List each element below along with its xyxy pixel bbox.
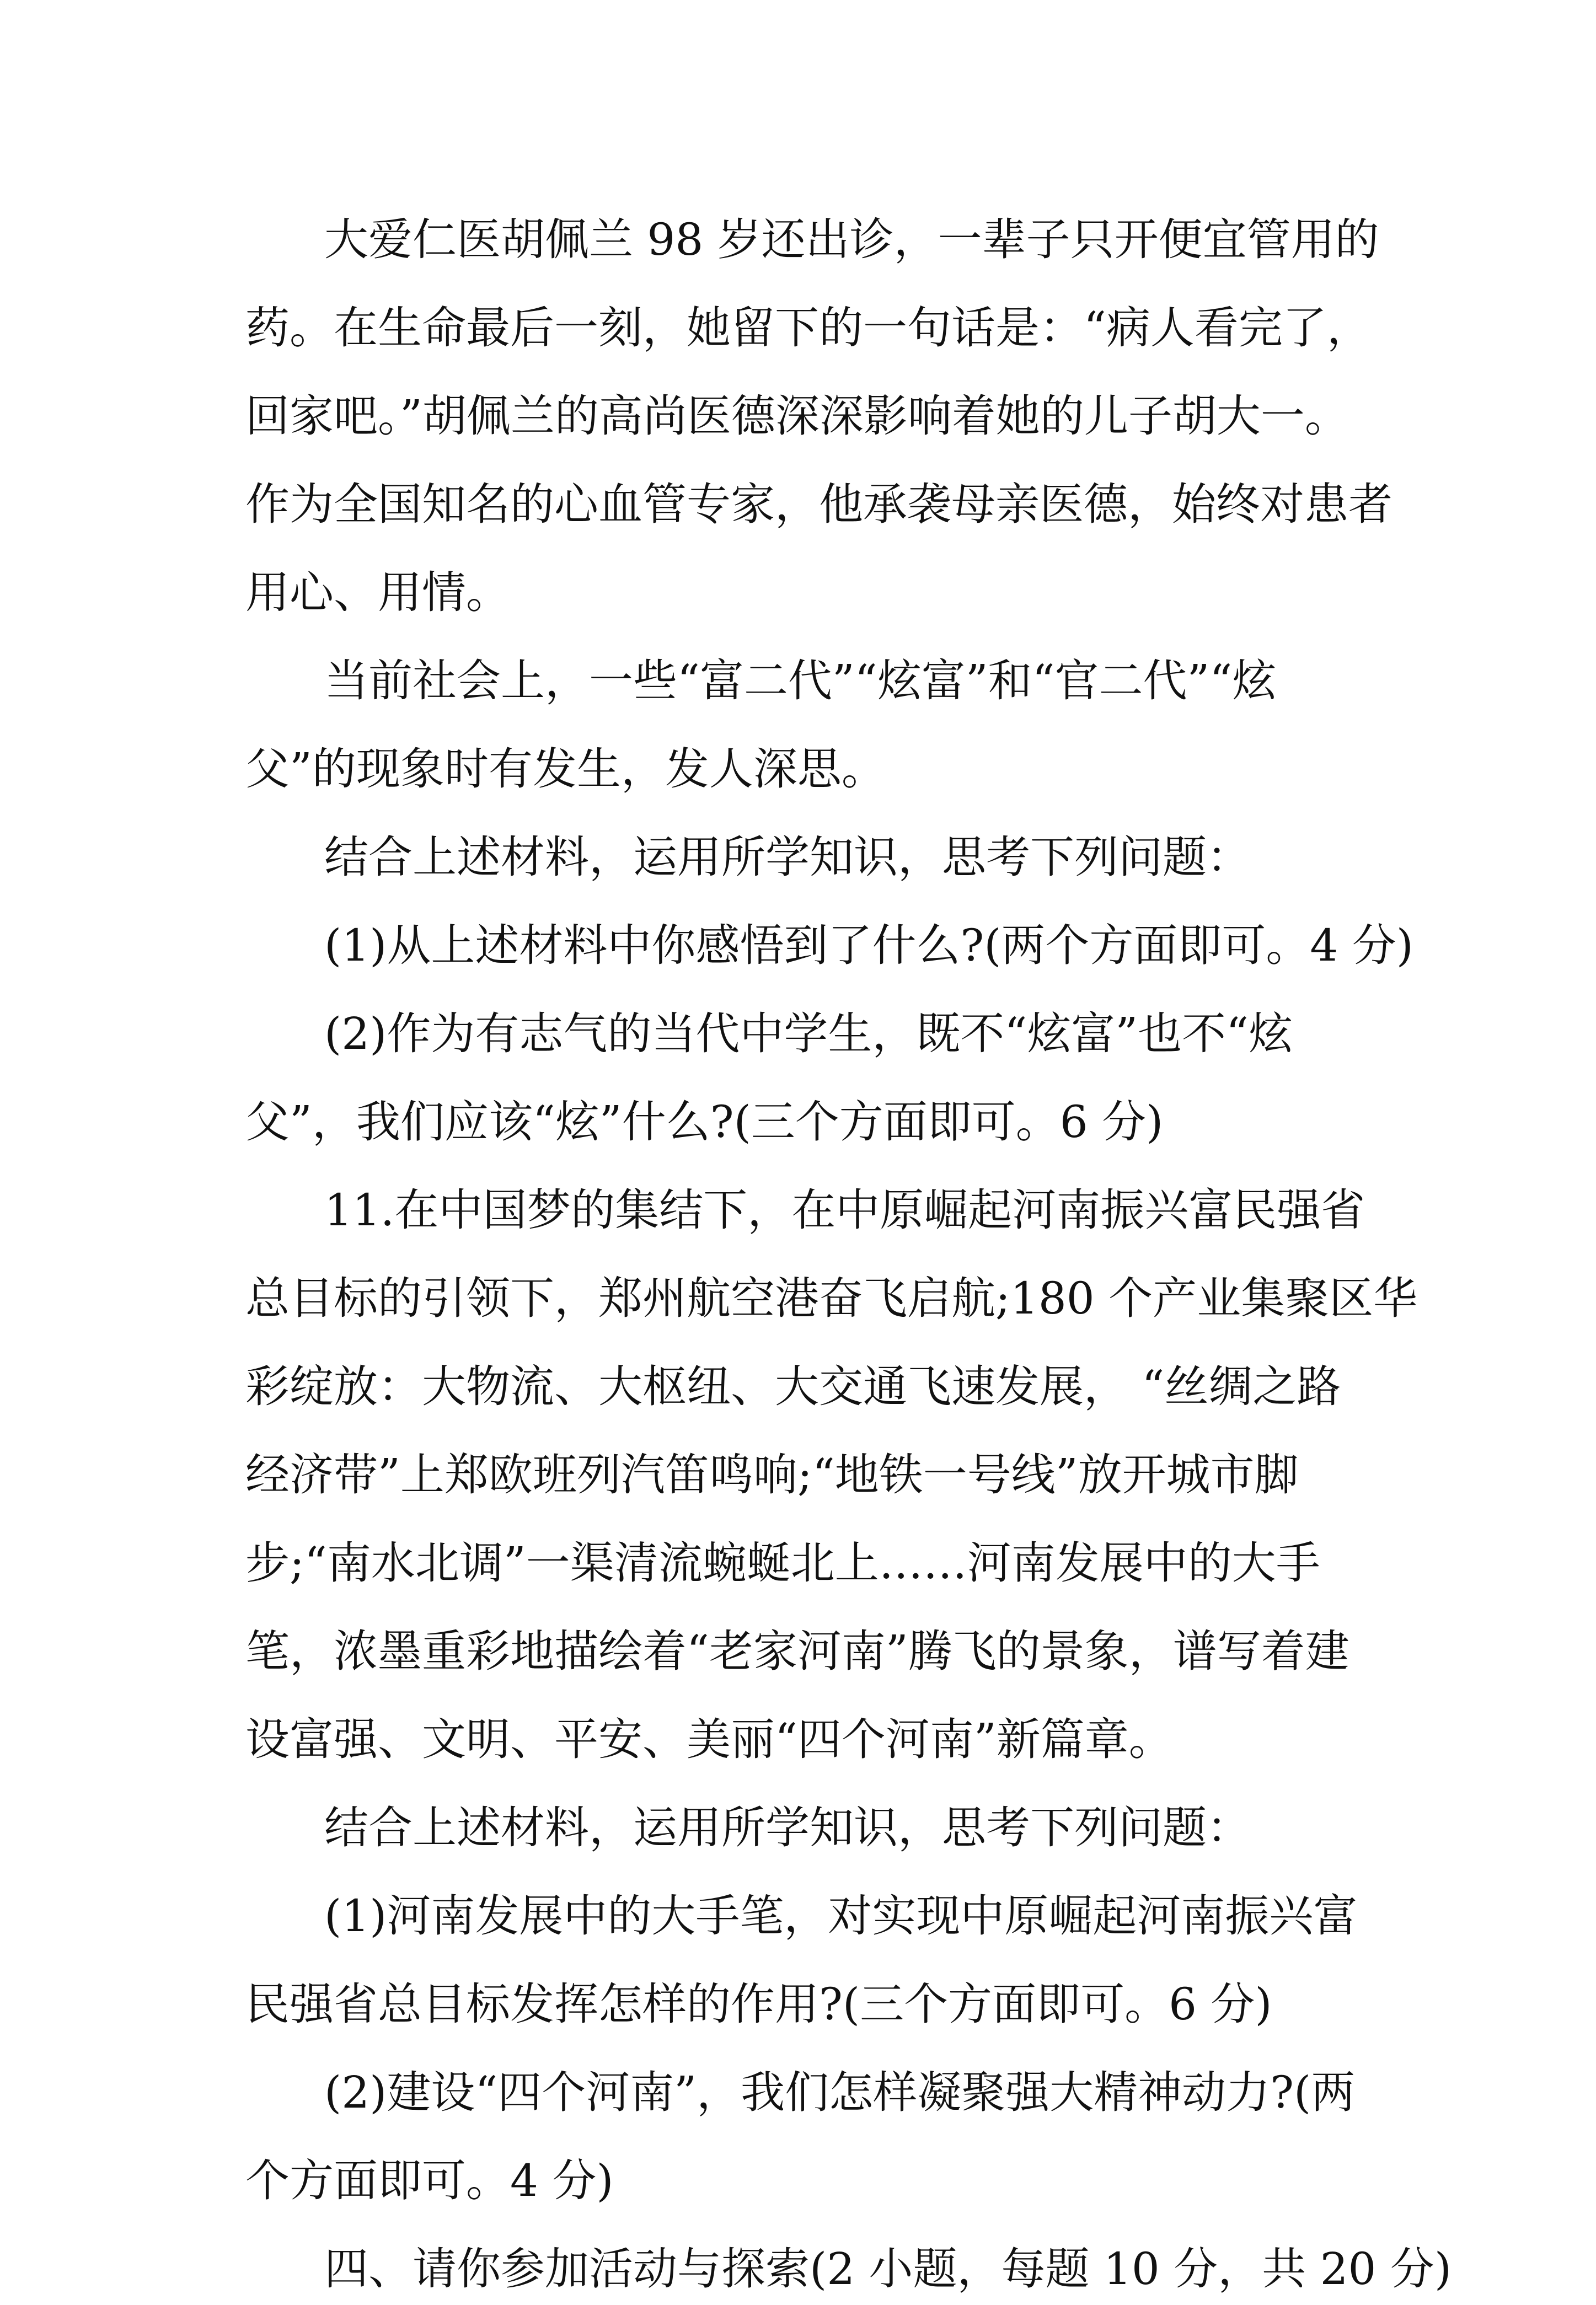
question-line: (1)河南发展中的大手笔，对实现中原崛起河南振兴富 bbox=[324, 1890, 1358, 1942]
paragraph-line: 结合上述材料，运用所学知识，思考下列问题： bbox=[324, 1802, 1251, 1853]
paragraph-line: 总目标的引领下，郑州航空港奋飞启航;180 个产业集聚区华 bbox=[245, 1273, 1418, 1324]
paragraph-line: 经济带”上郑欧班列汽笛鸣响;“地铁一号线”放开城市脚 bbox=[245, 1449, 1299, 1500]
question-line: 个方面即可。4 分) bbox=[245, 2155, 614, 2206]
paragraph-line: 大爱仁医胡佩兰 98 岁还出诊，一辈子只开便宜管用的 bbox=[324, 214, 1379, 265]
question-line: 民强省总目标发挥怎样的作用?(三个方面即可。6 分) bbox=[245, 1979, 1272, 2030]
paragraph-line: 回家吧。”胡佩兰的高尚医德深深影响着她的儿子胡大一。 bbox=[245, 390, 1349, 442]
paragraph-line: 作为全国知名的心血管专家，他承袭母亲医德，始终对患者 bbox=[245, 479, 1393, 530]
section-heading: 四、请你参加活动与探索(2 小题，每题 10 分，共 20 分) bbox=[324, 2243, 1452, 2295]
paragraph-line: 笔，浓墨重彩地描绘着“老家河南”腾飞的景象，谱写着建 bbox=[245, 1626, 1349, 1677]
question-line: (2)建设“四个河南”，我们怎样凝聚强大精神动力?(两 bbox=[324, 2067, 1356, 2118]
paragraph-line: 彩绽放：大物流、大枢纽、大交通飞速发展， “丝绸之路 bbox=[245, 1361, 1341, 1412]
paragraph-line: 结合上述材料，运用所学知识，思考下列问题： bbox=[324, 832, 1251, 883]
paragraph-line: 当前社会上，一些“富二代”“炫富”和“官二代”“炫 bbox=[324, 655, 1277, 706]
paragraph-line: 父”的现象时有发生，发人深思。 bbox=[245, 743, 886, 795]
question-line: 父”，我们应该“炫”什么?(三个方面即可。6 分) bbox=[245, 1096, 1164, 1148]
paragraph-line: 用心、用情。 bbox=[245, 567, 510, 618]
question-line: (2)作为有志气的当代中学生，既不“炫富”也不“炫 bbox=[324, 1008, 1293, 1059]
question-line: (1)从上述材料中你感悟到了什么?(两个方面即可。4 分) bbox=[324, 920, 1413, 971]
question-line: 11.在中国梦的集结下，在中原崛起河南振兴富民强省 bbox=[324, 1184, 1365, 1236]
paragraph-line: 步;“南水北调”一渠清流蜿蜒北上……河南发展中的大手 bbox=[245, 1537, 1320, 1589]
paragraph-line: 设富强、文明、平安、美丽“四个河南”新篇章。 bbox=[245, 1714, 1173, 1765]
paragraph-line: 药。在生命最后一刻，她留下的一句话是：“病人看完了， bbox=[245, 302, 1371, 353]
